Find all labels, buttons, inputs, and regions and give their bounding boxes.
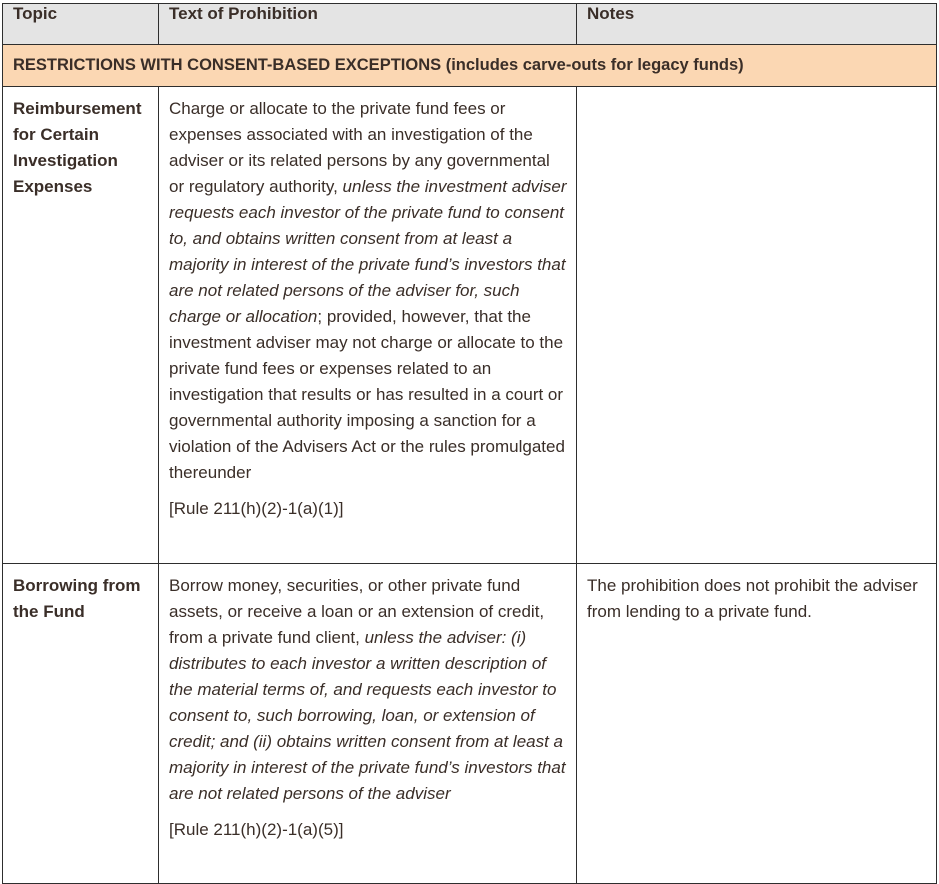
- prohibition-text: [169, 573, 568, 807]
- prohibition-proviso-text: ; provided, however, that the investment adviser may not charge or allocate to the private fund fees or expenses related to an investigation that results or has resulted in a court or governmental authority imposing a sanction for a violation of the Advisers Act or the rules promulgated thereunder: [169, 307, 565, 482]
- topic-cell: Reimbursement for Certain Investigation Expenses: [3, 87, 159, 564]
- notes-cell: [577, 87, 937, 564]
- prohibitions-table: [2, 3, 937, 884]
- header-notes: Notes: [577, 4, 937, 45]
- prohibition-exception-text: unless the adviser: (i) distributes to each investor a written description of the material terms of, and requests each investor to consent to, such borrowing, loan, or extension of credit; and (ii) obtains written consent from at least a majority in interest of the private fund’s investors that are not related persons of the adviser: [169, 628, 566, 803]
- table-row: [3, 87, 937, 564]
- header-text-of-prohibition: Text of Prohibition: [159, 4, 577, 45]
- prohibition-text: [169, 96, 568, 486]
- rule-citation: [Rule 211(h)(2)-1(a)(1)]: [169, 499, 344, 518]
- rule-citation: [Rule 211(h)(2)-1(a)(5)]: [169, 820, 344, 839]
- prohibition-plain-text: Borrow money, securities, or other private fund assets, or receive a loan or an extension of credit, from a private fund client,: [169, 576, 545, 647]
- prohibition-cell: [159, 87, 577, 564]
- header-topic: Topic: [3, 4, 159, 45]
- notes-cell: The prohibition does not prohibit the adviser from lending to a private fund.: [577, 564, 937, 884]
- section-banner: RESTRICTIONS WITH CONSENT-BASED EXCEPTIONS (includes carve-outs for legacy funds): [3, 45, 937, 87]
- prohibition-cell: [159, 564, 577, 884]
- header-row: [3, 4, 937, 45]
- table-row: [3, 564, 937, 884]
- prohibition-plain-text: Charge or allocate to the private fund fees or expenses associated with an investigation of the adviser or its related persons by any governmental or regulatory authority,: [169, 99, 550, 196]
- topic-cell: Borrowing from the Fund: [3, 564, 159, 884]
- section-banner-row: [3, 45, 937, 87]
- prohibition-exception-text: unless the investment adviser requests each investor of the private fund to consent to, and obtains written consent from at least a majority in interest of the private fund’s investors that are not related persons of the adviser for, such charge or allocation: [169, 177, 567, 326]
